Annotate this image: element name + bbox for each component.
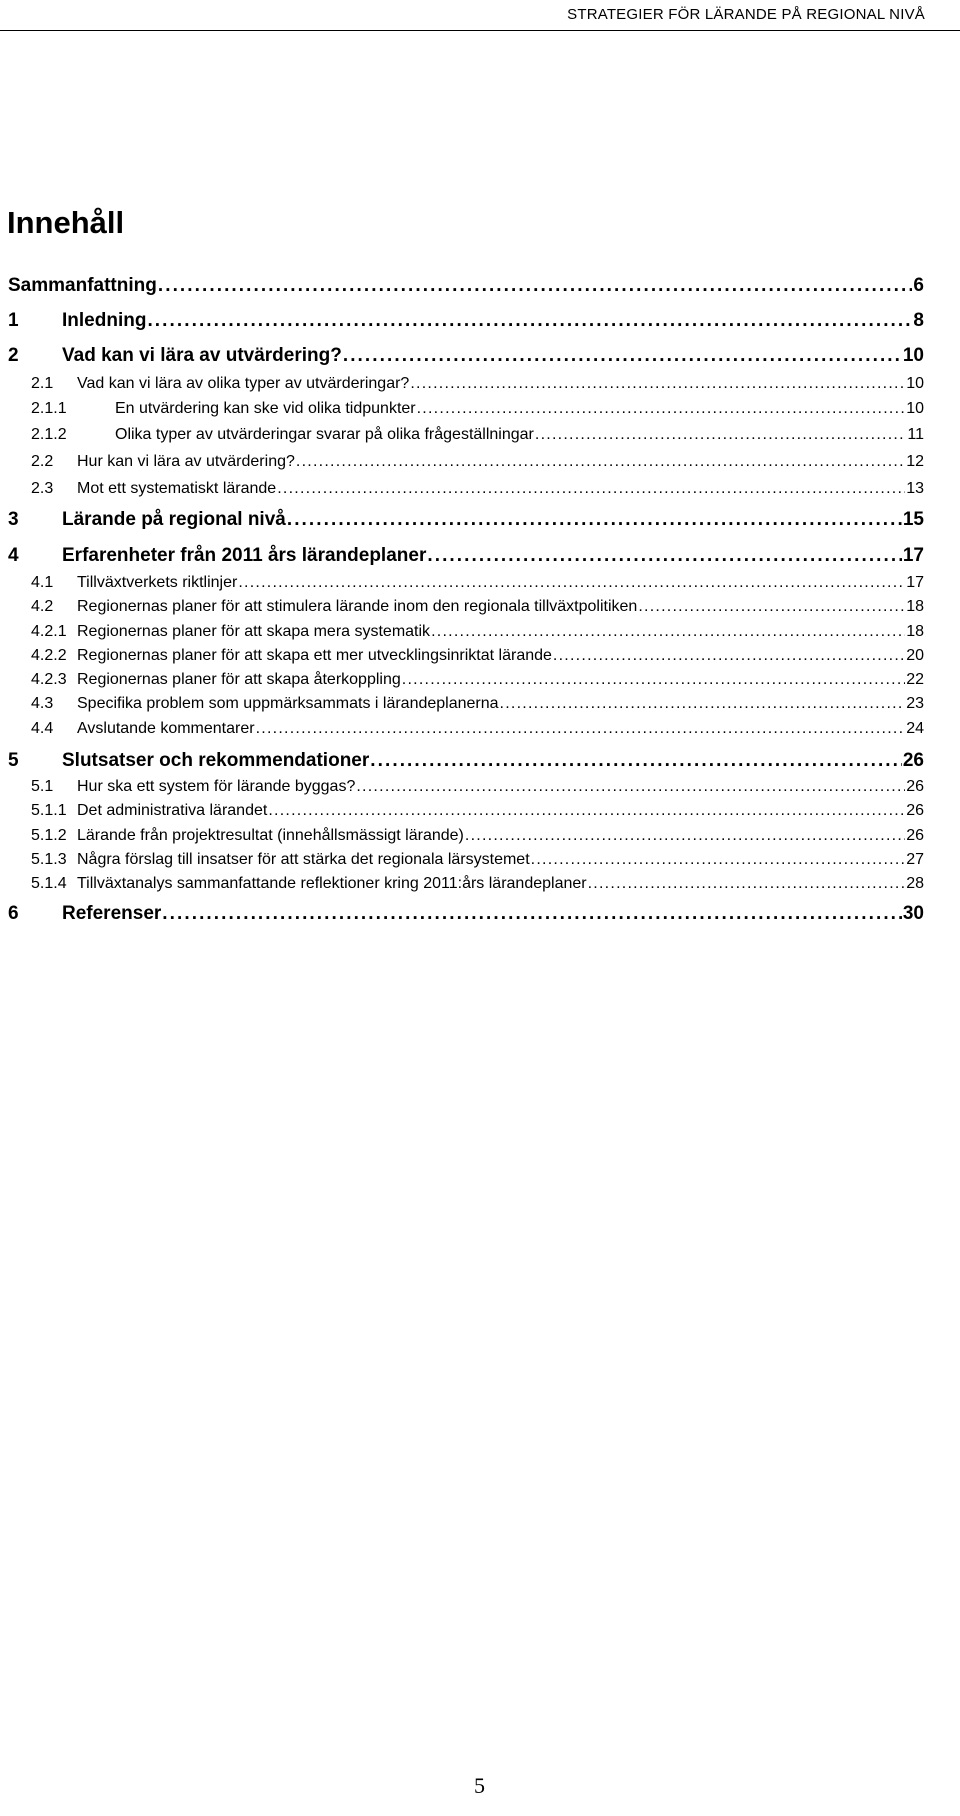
dot-leader: [417, 400, 906, 418]
toc-entry[interactable]: [31, 480, 924, 498]
dot-leader: [158, 275, 913, 297]
toc-entry-number: 1: [8, 310, 19, 331]
toc-entry-number: 4.2.1: [31, 623, 67, 640]
toc-entry[interactable]: [31, 574, 924, 592]
toc-entry-number: 5.1: [31, 778, 54, 795]
toc-entry[interactable]: [31, 802, 924, 820]
dot-leader: [277, 480, 905, 498]
toc-entry-text: Lärande på regional nivå: [62, 509, 286, 530]
toc-entry[interactable]: [31, 875, 924, 893]
dot-leader: [356, 778, 905, 796]
toc-entry[interactable]: [31, 695, 924, 713]
toc-entry[interactable]: [31, 851, 924, 869]
toc-entry-page: 27: [906, 851, 924, 868]
toc-entry[interactable]: [8, 345, 924, 367]
toc-entry-page: 17: [906, 574, 924, 591]
dot-leader: [147, 310, 912, 332]
dot-leader: [162, 903, 902, 925]
dot-leader: [465, 827, 905, 845]
toc-entry[interactable]: [31, 598, 924, 616]
toc-entry-page: 26: [906, 802, 924, 819]
toc-entry-number: 4.2.2: [31, 647, 67, 664]
toc-entry-text: Hur kan vi lära av utvärdering?: [77, 453, 295, 470]
toc-entry-number: 5.1.2: [31, 827, 67, 844]
toc-entry-text: Sammanfattning: [8, 275, 157, 296]
toc-entry-text: Tillväxtanalys sammanfattande reflektioner kring 2011:års lärandeplaner: [77, 875, 587, 892]
toc-entry[interactable]: [31, 375, 924, 393]
toc-entry-page: 26: [906, 827, 924, 844]
toc-entry-text: Några förslag till insatser för att stärka det regionala lärsystemet: [77, 851, 530, 868]
dot-leader: [238, 574, 905, 592]
toc-entry-text: En utvärdering kan ske vid olika tidpunkter: [115, 400, 416, 417]
dot-leader: [287, 509, 902, 531]
toc-entry[interactable]: [31, 426, 924, 444]
toc-entry-number: 4.4: [31, 720, 54, 737]
toc-entry-number: 6: [8, 903, 19, 924]
toc-entry-page: 26: [902, 750, 924, 771]
toc-entry-number: 4.3: [31, 695, 54, 712]
toc-entry-number: 4.1: [31, 574, 54, 591]
running-header: STRATEGIER FÖR LÄRANDE PÅ REGIONAL NIVÅ: [567, 6, 925, 23]
toc-entry-text: Regionernas planer för att skapa mera systematik: [77, 623, 431, 640]
toc-entry-number: 2: [8, 345, 19, 366]
dot-leader: [410, 375, 905, 393]
toc-entry-text: Regionernas planer för att stimulera lärande inom den regionala tillväxtpolitiken: [77, 598, 638, 615]
toc-entry-text: Tillväxtverkets riktlinjer: [77, 574, 238, 591]
dot-leader: [296, 453, 905, 471]
toc-entry-text: Mot ett systematiskt lärande: [77, 480, 277, 497]
toc-entry-text: Vad kan vi lära av olika typer av utvärderingar?: [77, 375, 410, 392]
toc-entry-text: Avslutande kommentarer: [77, 720, 255, 737]
dot-leader: [370, 750, 902, 772]
toc-entry-number: 2.2: [31, 453, 54, 470]
toc-entry-page: 22: [906, 671, 924, 688]
toc-entry-page: 23: [906, 695, 924, 712]
toc-entry-page: 26: [906, 778, 924, 795]
toc-entry-page: 30: [902, 903, 924, 924]
dot-leader: [256, 720, 906, 738]
toc-entry[interactable]: [8, 545, 924, 567]
dot-leader: [431, 623, 905, 641]
dot-leader: [427, 545, 902, 567]
header-rule: [0, 30, 960, 31]
toc-entry-page: 24: [906, 720, 924, 737]
toc-entry-text: Slutsatser och rekommendationer: [62, 750, 370, 771]
toc-entry[interactable]: [8, 275, 924, 297]
toc-entry-number: 5: [8, 750, 19, 771]
toc-entry-page: 17: [902, 545, 924, 566]
dot-leader: [343, 345, 902, 367]
toc-entry-number: 2.1.2: [31, 426, 67, 443]
toc-entry[interactable]: [31, 671, 924, 689]
toc-entry-page: 6: [913, 275, 924, 296]
toc-entry[interactable]: [31, 827, 924, 845]
toc-entry-text: Vad kan vi lära av utvärdering?: [62, 345, 342, 366]
toc-entry-page: 11: [907, 426, 924, 443]
toc-entry-number: 2.1.1: [31, 400, 67, 417]
toc-entry-page: 12: [906, 453, 924, 470]
dot-leader: [500, 695, 906, 713]
page-number: 5: [474, 1773, 485, 1798]
toc-entry-page: 20: [906, 647, 924, 664]
toc-entry-number: 5.1.3: [31, 851, 67, 868]
toc-entry-page: 18: [906, 623, 924, 640]
toc-entry-page: 18: [906, 598, 924, 615]
toc-entry-page: 8: [913, 310, 924, 331]
toc-entry-text: Det administrativa lärandet: [77, 802, 268, 819]
toc-entry-page: 13: [906, 480, 924, 497]
toc-entry-text: Inledning: [62, 310, 147, 331]
dot-leader: [553, 647, 905, 665]
toc-entry-number: 4: [8, 545, 19, 566]
toc-entry[interactable]: [31, 778, 924, 796]
toc-entry-number: 3: [8, 509, 19, 530]
toc-entry-text: Hur ska ett system för lärande byggas?: [77, 778, 356, 795]
toc-entry-number: 4.2: [31, 598, 54, 615]
toc-entry-number: 5.1.4: [31, 875, 67, 892]
toc-entry-text: Specifika problem som uppmärksammats i lärandeplanerna: [77, 695, 499, 712]
toc-entry-page: 10: [902, 345, 924, 366]
toc-entry[interactable]: [8, 903, 924, 925]
toc-entry-text: Erfarenheter från 2011 års lärandeplaner: [62, 545, 427, 566]
toc-entry-page: 10: [906, 375, 924, 392]
toc-entry[interactable]: [31, 720, 924, 738]
toc-entry-number: 2.1: [31, 375, 54, 392]
toc-entry[interactable]: [31, 400, 924, 418]
toc-entry-number: 4.2.3: [31, 671, 67, 688]
toc-entry-page: 15: [902, 509, 924, 530]
toc-entry[interactable]: [31, 453, 924, 471]
toc-entry[interactable]: [31, 623, 924, 641]
toc-entry[interactable]: [8, 509, 924, 531]
dot-leader: [588, 875, 906, 893]
toc-entry-text: Olika typer av utvärderingar svarar på olika frågeställningar: [115, 426, 534, 443]
toc-entry-text: Regionernas planer för att skapa återkoppling: [77, 671, 401, 688]
toc-entry-text: Referenser: [62, 903, 162, 924]
dot-leader: [535, 426, 907, 444]
toc-entry-page: 10: [906, 400, 924, 417]
dot-leader: [531, 851, 906, 869]
toc-entry-page: 28: [906, 875, 924, 892]
toc-entry[interactable]: [8, 310, 924, 332]
toc-entry-text: Regionernas planer för att skapa ett mer utvecklingsinriktat lärande: [77, 647, 552, 664]
toc-entry[interactable]: [8, 750, 924, 772]
toc-entry-number: 5.1.1: [31, 802, 67, 819]
dot-leader: [268, 802, 905, 820]
toc-entry[interactable]: [31, 647, 924, 665]
toc-entry-text: Lärande från projektresultat (innehållsmässigt lärande): [77, 827, 464, 844]
dot-leader: [402, 671, 905, 689]
toc-title: Innehåll: [7, 205, 125, 240]
dot-leader: [638, 598, 905, 616]
toc-entry-number: 2.3: [31, 480, 54, 497]
